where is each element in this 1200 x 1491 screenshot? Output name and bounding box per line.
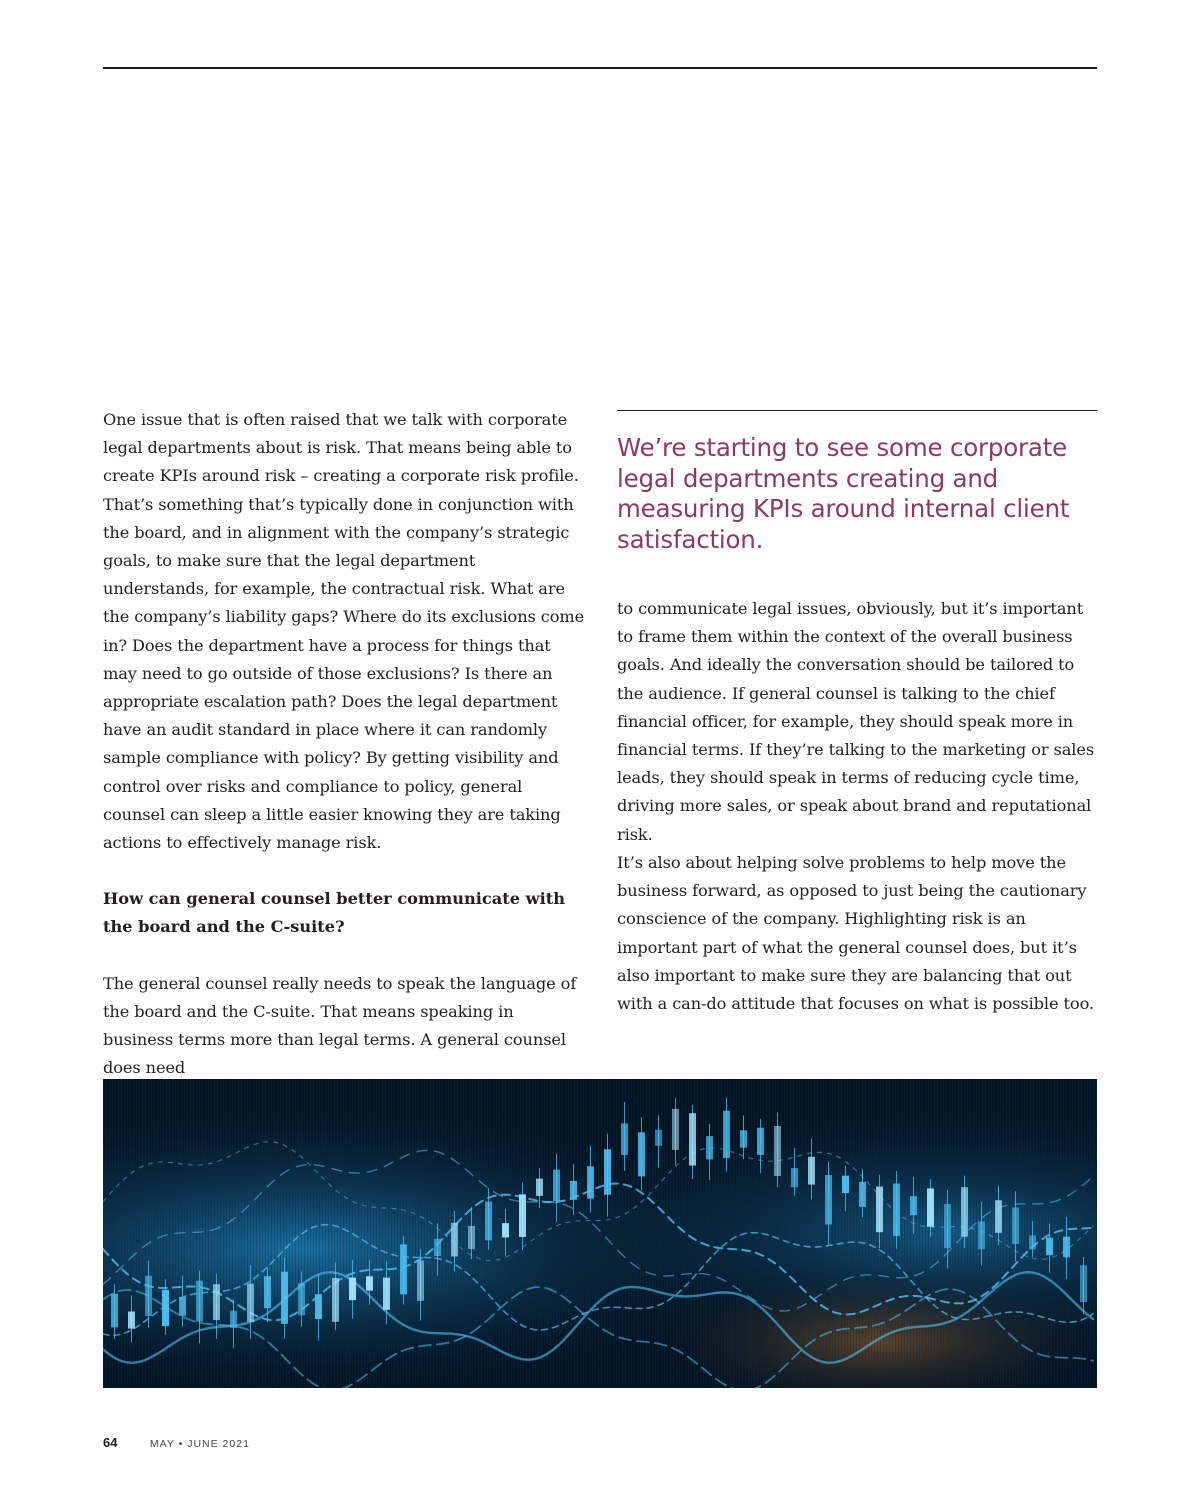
candle-body: [570, 1181, 577, 1200]
candle-body: [1063, 1237, 1070, 1258]
candle-body: [842, 1176, 849, 1193]
candle-body: [791, 1168, 798, 1187]
candle-body: [961, 1187, 968, 1237]
issue-date: MAY • JUNE 2021: [149, 1438, 250, 1450]
candle-body: [111, 1294, 118, 1328]
candle-body: [553, 1170, 560, 1202]
candle-body: [689, 1113, 696, 1165]
financial-chart-image: [103, 1079, 1097, 1388]
candle-body: [1080, 1265, 1087, 1302]
pull-quote-rule: [617, 410, 1097, 411]
candle-body: [808, 1157, 815, 1185]
candle-body: [434, 1239, 441, 1256]
candle-body: [995, 1200, 1002, 1233]
candle-body: [740, 1130, 747, 1147]
candle-body: [349, 1278, 356, 1301]
candle-body: [910, 1196, 917, 1215]
candle-body: [366, 1276, 373, 1290]
candle-body: [281, 1272, 288, 1324]
candle-body: [1029, 1235, 1036, 1249]
page-footer: [103, 1434, 250, 1452]
candle-body: [315, 1294, 322, 1319]
candle-body: [179, 1297, 186, 1316]
candle-body: [417, 1260, 424, 1300]
candle-body: [621, 1123, 628, 1155]
candle-body: [876, 1187, 883, 1233]
candle-body: [247, 1284, 254, 1322]
left-column: [103, 406, 585, 1082]
candle-body: [655, 1130, 662, 1146]
candle-body: [536, 1179, 543, 1196]
candle-body: [519, 1194, 526, 1237]
candle-body: [230, 1311, 237, 1328]
page-number: 64: [103, 1435, 118, 1450]
pull-quote: We’re starting to see some corporate legal departments creating and measuring KPIs around internal client satisfaction.: [617, 433, 1070, 554]
candle-body: [468, 1226, 475, 1249]
candle-body: [944, 1204, 951, 1248]
interview-question: How can general counsel better communicate with the board and the C-suite?: [103, 889, 566, 937]
candle-body: [757, 1128, 764, 1155]
candle-body: [400, 1245, 407, 1295]
candle-body: [706, 1136, 713, 1159]
candle-body: [162, 1290, 169, 1326]
top-rule: [103, 67, 1097, 69]
candle-body: [264, 1276, 271, 1308]
candle-body: [332, 1278, 339, 1322]
candle-body: [1046, 1238, 1053, 1256]
candle-body: [485, 1201, 492, 1240]
candle-body: [723, 1111, 730, 1158]
candle-body: [451, 1223, 458, 1257]
body-paragraph: to communicate legal issues, obviously, but it’s important to frame them within the context of the overall business goals. And ideally the conversation should be tailored to the audience. If general counsel is talking to the chief financial officer, for example, they should speak more in financial terms. If they’re talking to the marketing or sales leads, they should speak in terms of reducing cycle time, driving more sales, or speak about brand and reputational risk.: [617, 599, 1095, 844]
candle-body: [978, 1221, 985, 1249]
candle-body: [213, 1284, 220, 1320]
candle-body: [298, 1283, 305, 1315]
candle-body: [196, 1281, 203, 1322]
candle-body: [672, 1109, 679, 1150]
candle-body: [383, 1278, 390, 1310]
candle-body: [1012, 1207, 1019, 1244]
candlestick-illustration: [103, 1079, 1097, 1388]
candle-body: [604, 1149, 611, 1194]
candle-body: [859, 1182, 866, 1207]
right-column-paragraph-1: [617, 595, 1099, 849]
body-paragraph: It’s also about helping solve problems to help move the business forward, as opposed to just being the cautionary conscience of the company. Highlighting risk is an important part of what the general counsel does, but it’s also important to make sure they are balancing that out with a can-do attitude that focuses on what is possible too.: [617, 853, 1094, 1014]
body-paragraph: One issue that is often raised that we talk with corporate legal departments about is risk. That means being able to create KPIs around risk – creating a corporate risk profile. That’s something that’s typically done in conjunction with the board, and in alignment with the company’s strategic goals, to make sure that the legal department understands, for example, the contractual risk. What are the company’s liability gaps? Where do its exclusions come in? Does the department have a process for things that may need to go outside of those exclusions? Is there an appropriate escalation path? Does the legal department have an audit standard in place where it can randomly sample compliance with policy? By getting visibility and control over risks and compliance to policy, general counsel can sleep a little easier knowing they are taking actions to effectively manage risk.: [103, 410, 585, 853]
candle-body: [128, 1312, 135, 1329]
candle-body: [774, 1126, 781, 1176]
body-paragraph: The general counsel really needs to speak the language of the board and the C-suite. That means speaking in business terms more than legal terms. A general counsel does need: [103, 973, 577, 1078]
right-column-paragraph-2: [617, 849, 1099, 1018]
candle-body: [927, 1188, 934, 1226]
candle-body: [825, 1175, 832, 1224]
candle-body: [145, 1276, 152, 1316]
candle-body: [502, 1223, 509, 1237]
candle-body: [638, 1132, 645, 1176]
candle-body: [587, 1166, 594, 1198]
candle-body: [893, 1184, 900, 1236]
